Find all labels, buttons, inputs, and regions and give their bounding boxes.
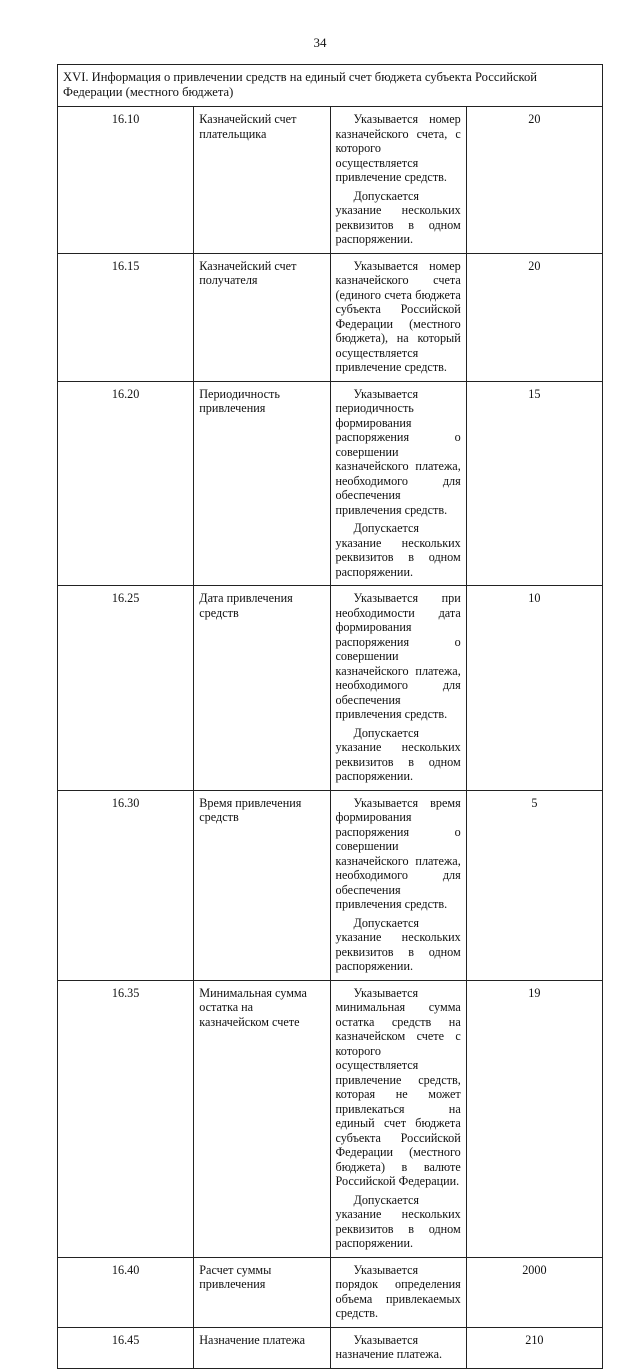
field-name: Казначейский счет получателя	[194, 253, 330, 381]
field-name: Назначение платежа	[194, 1327, 330, 1368]
field-description	[330, 790, 466, 980]
description-paragraph: Допускается указание нескольких реквизитов в одном распоряжении.	[335, 1192, 461, 1250]
requisites-table	[57, 64, 603, 1369]
table-row	[58, 586, 603, 791]
page-number: 34	[313, 35, 327, 50]
field-description	[330, 1327, 466, 1368]
description-paragraph: Допускается указание нескольких реквизитов в одном распоряжении.	[335, 725, 461, 783]
description-paragraph: Указывается порядок определения объема привлекаемых средств.	[335, 1262, 461, 1320]
description-paragraph: Допускается указание нескольких реквизитов в одном распоряжении.	[335, 521, 461, 579]
description-paragraph: Указывается при необходимости дата формирования распоряжения о совершении казначейского платежа, необходимого для обеспечения привлечения средств.	[335, 591, 461, 721]
table-row	[58, 253, 603, 381]
table-row	[58, 1257, 603, 1327]
field-name: Время привлечения средств	[194, 790, 330, 980]
description-paragraph: Указывается номер казначейского счета (единого счета бюджета субъекта Российской Федерации (местного бюджета), на который осуществляется привлечение средств.	[335, 258, 461, 374]
table-row	[58, 790, 603, 980]
field-code: 16.10	[58, 107, 194, 254]
field-description	[330, 586, 466, 791]
field-name: Расчет суммы привлечения	[194, 1257, 330, 1327]
field-description	[330, 253, 466, 381]
field-code: 16.35	[58, 980, 194, 1257]
field-name: Периодичность привлечения	[194, 381, 330, 586]
description-paragraph: Указывается назначение платежа.	[335, 1332, 443, 1361]
field-code: 16.30	[58, 790, 194, 980]
description-paragraph: Указывается время формирования распоряжения о совершении казначейского платежа, необходимого для обеспечения привлечения средств.	[335, 795, 461, 911]
field-description	[330, 1257, 466, 1327]
field-name: Минимальная сумма остатка на казначейском счете	[194, 980, 330, 1257]
description-paragraph: Указывается периодичность формирования распоряжения о совершении казначейского платежа, необходимого для обеспечения привлечения средств.	[335, 386, 461, 517]
field-description	[330, 107, 466, 254]
description-paragraph: Указывается минимальная сумма остатка средств на казначейском счете с которого осуществляется привлечение средств, которая не может привлекаться на единый счет бюджета субъекта Российской Федерации (местного бюджета) в валюте Российской Федерации.	[335, 985, 461, 1188]
field-code: 16.15	[58, 253, 194, 381]
table-row	[58, 381, 603, 586]
table-row	[58, 107, 603, 254]
field-length: 20	[466, 107, 602, 254]
field-code: 16.40	[58, 1257, 194, 1327]
field-length: 5	[466, 790, 602, 980]
field-length: 10	[466, 586, 602, 791]
field-description	[330, 381, 466, 586]
field-length: 2000	[466, 1257, 602, 1327]
requisites-table-body	[58, 65, 603, 1369]
description-paragraph: Указывается номер казначейского счета, с которого осуществляется привлечение средств.	[335, 112, 461, 184]
field-description	[330, 980, 466, 1257]
description-paragraph: Допускается указание нескольких реквизитов в одном распоряжении.	[335, 915, 461, 973]
table-row	[58, 1327, 603, 1368]
section-title: XVI. Информация о привлечении средств на единый счет бюджета субъекта Российской Федерации (местного бюджета)	[58, 65, 603, 107]
field-length: 19	[466, 980, 602, 1257]
field-name: Дата привлечения средств	[194, 586, 330, 791]
field-length: 20	[466, 253, 602, 381]
field-name: Казначейский счет плательщика	[194, 107, 330, 254]
field-length: 15	[466, 381, 602, 586]
section-header-row	[58, 65, 603, 107]
field-length: 210	[466, 1327, 602, 1368]
description-paragraph: Допускается указание нескольких реквизитов в одном распоряжении.	[335, 188, 461, 246]
field-code: 16.45	[58, 1327, 194, 1368]
table-row	[58, 980, 603, 1257]
field-code: 16.20	[58, 381, 194, 586]
field-code: 16.25	[58, 586, 194, 791]
